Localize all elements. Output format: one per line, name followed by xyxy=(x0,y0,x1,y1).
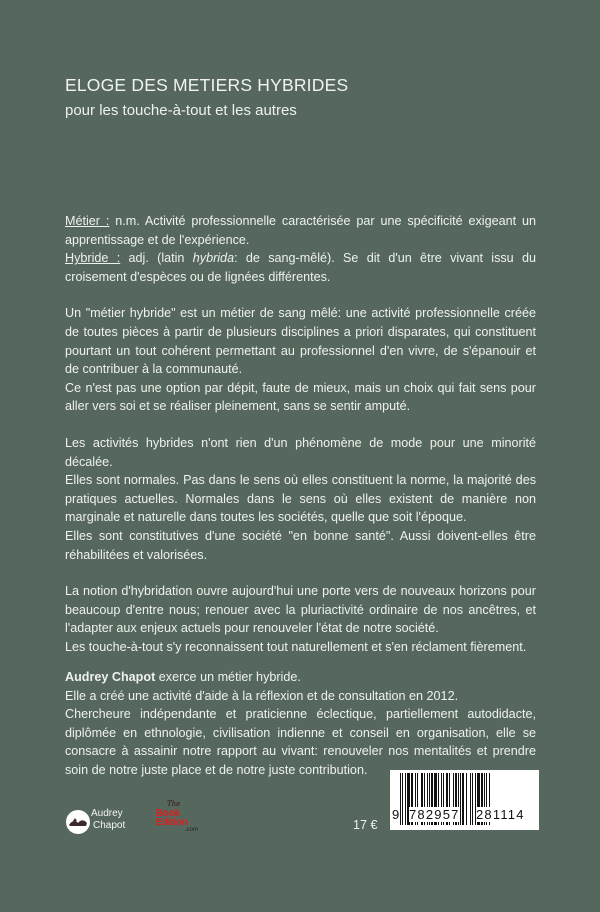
paragraph: Un "métier hybride" est un métier de sang mêlé: une activité professionnelle créée de toutes pièces à partir de plusieurs disciplines a priori disparates, qui constituent pourtant un tout cohérent permettant au professionnel d'en vivre, de s'épanouir et de contribuer à la communauté. xyxy=(65,306,536,377)
bio-line xyxy=(65,668,536,687)
definition-term: Hybride : xyxy=(65,251,121,266)
back-cover-text xyxy=(65,212,536,656)
publisher-line1: Book xyxy=(156,808,180,819)
paragraph: Elles sont constitutives d'une société "en bonne santé". Aussi doivent-elles être réhabilitées et valorisées. xyxy=(65,528,536,562)
publisher-line2: Edition xyxy=(156,817,188,828)
book-subtitle: pour les touche-à-tout et les autres xyxy=(65,102,297,119)
publisher-logo xyxy=(150,800,208,836)
definition-text: adj. (latin xyxy=(120,251,193,266)
paragraph: Les activités hybrides n'ont rien d'un phénomène de mode pour une minorité décalée. xyxy=(65,435,536,469)
latin-word: hybrida xyxy=(192,251,235,266)
author-name: Audrey Chapot xyxy=(65,670,156,684)
isbn-group1: 782957 xyxy=(409,807,460,822)
publisher-com: .com xyxy=(185,827,199,833)
definition-text: : de sang-mêlé). Se dit d'un être vivant issu du croisement d'espèces ou de lignées différentes. xyxy=(65,251,536,284)
definition-hybride xyxy=(65,249,536,286)
bio-line: Elle a créé une activité d'aide à la réflexion et de consultation en 2012. xyxy=(65,688,459,703)
author-bio xyxy=(65,668,536,780)
isbn-first: 9 xyxy=(392,807,400,822)
paragraph: Les touche-à-tout s'y reconnaissent tout naturellement et s'en réclament fièrement. xyxy=(65,639,527,654)
author-logo-line1: Audrey xyxy=(91,808,123,819)
author-logo xyxy=(64,806,134,836)
paragraph: La notion d'hybridation ouvre aujourd'hui une porte vers de nouveaux horizons pour beaucoup d'entre nous; renouer avec la pluriactivité ordinaire de nos ancêtres, et l'adapter aux enjeux actuels pour renouveler l'état de notre société. xyxy=(65,584,536,636)
isbn-digits xyxy=(392,807,537,827)
paragraph: Ce n'est pas une option par dépit, faute de mieux, mais un choix qui fait sens pour aller vers soi et se réaliser pleinement, sans se sentir amputé. xyxy=(65,380,536,414)
bio-text: exerce un métier hybride. xyxy=(155,670,301,684)
definition-metier xyxy=(65,212,536,249)
author-logo-line2: Chapot xyxy=(93,820,126,831)
author-logo-icon xyxy=(64,808,92,836)
publisher-the: The xyxy=(167,800,181,808)
book-title: ELOGE DES METIERS HYBRIDES xyxy=(65,75,349,95)
bio-line: Chercheure indépendante et praticienne éclectique, partiellement autodidacte, diplômée en ethnologie, civilisation indienne et conseil en organisation, elle se consacre à assainir notre rapport au vivant: renouveler nos mentalités et prendre soin de notre juste place et de notre juste contribution. xyxy=(65,707,536,777)
price: 17 € xyxy=(353,818,378,832)
definition-text: n.m. Activité professionnelle caractérisée par une spécificité exigeant un apprentissage et de l'expérience. xyxy=(65,214,536,247)
isbn-group2: 281114 xyxy=(476,807,525,822)
definition-term: Métier : xyxy=(65,214,110,228)
paragraph: Elles sont normales. Pas dans le sens où elles constituent la norme, la majorité des pratiques actuelles. Normales dans le sens où elles existent de manière non marginale et naturelle dans toutes les sociétés, quelle que soit l'époque. xyxy=(65,473,536,525)
